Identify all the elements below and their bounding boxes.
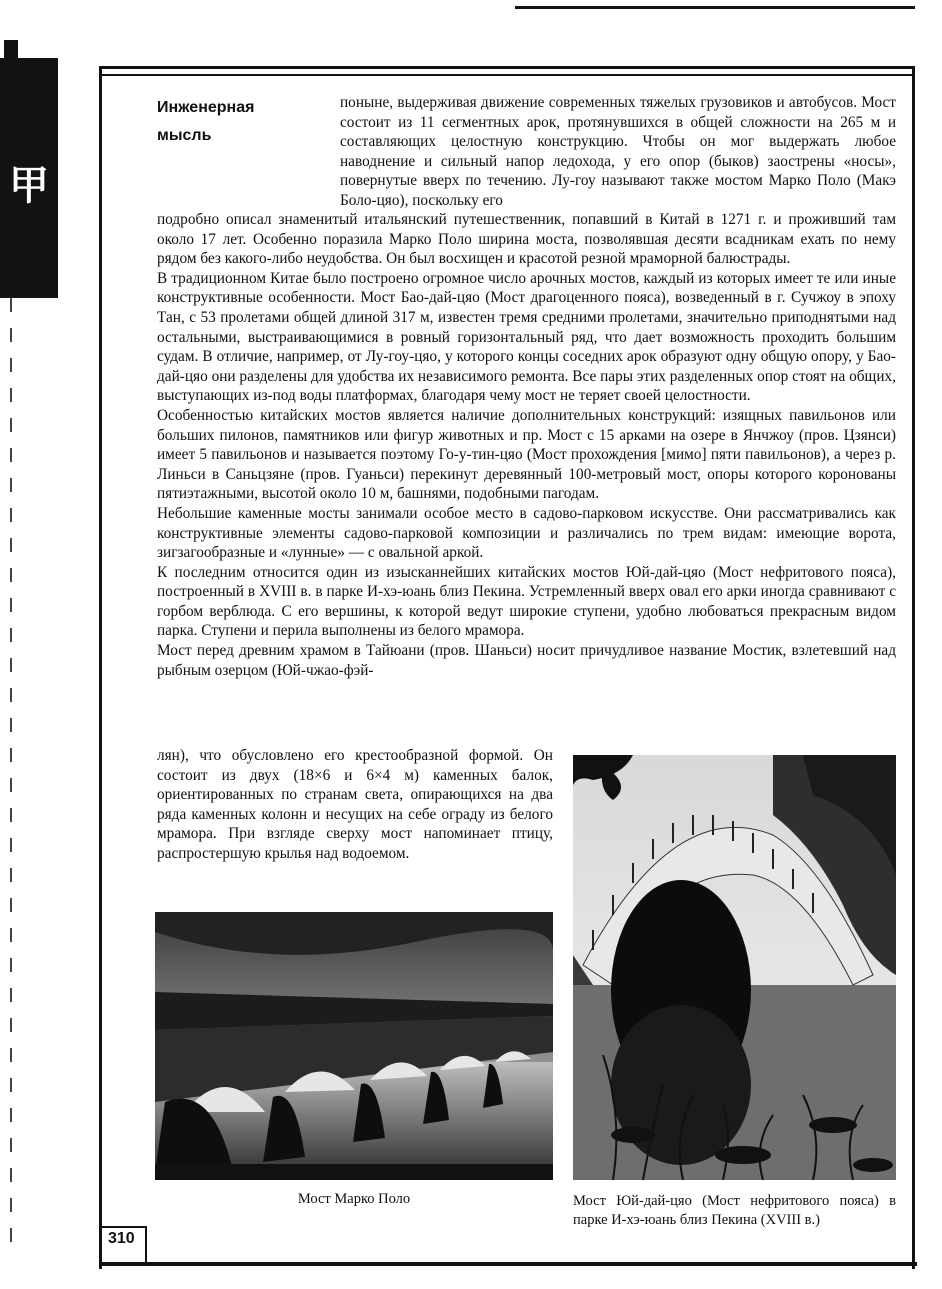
side-glyph: 甲: [9, 162, 49, 209]
paragraph: Небольшие каменные мосты занимали особое место в садово-парковом искусстве. Они рассматривались как конструктивные элементы садово-парковой композиции и различались по трем видам: имеющие ворота, зигзагообразные и «лунные» — с овальной аркой.: [157, 504, 896, 562]
paragraph: Мост перед древним храмом в Тайюани (пров. Шаньси) носит причудливое название Мостик, взлетевший над рыбным озерцом (Юй-чжао-фэй-: [157, 642, 896, 679]
section-label-line-1: Инженерная: [157, 99, 255, 116]
paragraph: В традиционном Китае было построено огромное число арочных мостов, каждый из которых имеет те или иные конструктивные особенности. Мост Бао-дай-цяо (Мост драгоценного пояса), возведенный в г. Сучжоу в эпоху Тан, с 53 пролетами общей длиной 317 м, известен тремя средними пролетами, значительно приподнятыми над остальными, выстраивающимися в ровный горизонтальный ряд, что дает возможность проходить большим судам. В отличие, например, от Лу-гоу-цяо, у которого концы соседних арок образуют одну общую опору, у Бао-дай-цяо они разделены для удобства их независимого ремонта. Все пары этих разделенных опор стоят на общих, выступающих из-под воды платформах, благодаря чему мост не теряет своей целостности.: [157, 269, 896, 405]
photo-marco-polo-bridge: [155, 912, 553, 1180]
caption-right: Мост Юй-дай-цяо (Мост нефритового пояса) в парке И-хэ-юань близ Пекина (XVIII в.): [573, 1193, 896, 1228]
paragraph: Особенностью китайских мостов является наличие дополнительных конструкций: изящных павильонов или больших пилонов, памятников или фигур животных и пр. Мост с 15 арками на озере в Янчжоу (пров. Цзянси) имеет 5 павильонов и называется поэтому Го-у-тин-цяо (Мост прохождения [мимо] пяти павильонов), а через р. Линьси в Саньцзяне (пров. Гуаньси) перекинут деревянный 100-метровый мост, опоры которого коронованы пятиэтажными, высотой около 10 м, башнями, подобными пагодам.: [157, 406, 896, 503]
section-label: [157, 94, 307, 150]
intro-paragraph: поныне, выдерживая движение современных тяжелых грузовиков и автобусов. Мост состоит из 11 сегментных арок, протянувшихся в общей сложности на 265 м и составляющих целостную конструкцию. Чтобы он мог выдержать любое наводнение и сильный напор ледохода, у его опор (быков) заострены «носы», повернутые вверх по течению. Лу-гоу называют также мостом Марко Поло (Макэ Боло-цяо), поскольку его: [340, 94, 896, 209]
body-text: [157, 210, 896, 680]
side-tab: [0, 58, 58, 298]
bottom-rule: [99, 1262, 917, 1266]
page-number: 310: [108, 1230, 135, 1247]
caption-left: Мост Марко Поло: [297, 1191, 411, 1207]
paragraph-continued: подробно описал знаменитый итальянский путешественник, попавший в Китай в 1271 г. и проживший там около 17 лет. Особенно поразила Марко Поло ширина моста, позволявшая десяти всадникам ехать по нему рядом без какого-либо неудобства. Он был восхищен и красотой резной мраморной балюстрады.: [157, 211, 896, 268]
side-dashed-line: [10, 298, 12, 1258]
side-strip: [0, 20, 58, 1280]
top-rule: [515, 6, 915, 9]
section-label-line-2: мысль: [157, 127, 212, 144]
paragraph: К последним относится один из изысканнейших китайских мостов Юй-дай-цяо (Мост нефритового пояса), построенный в XVIII в. в парке И-хэ-юань близ Пекина. Устремленный вверх овал его арки иногда сравнивают с горбом верблюда. С его вершины, к которой ведут широкие ступени, удобно любоваться прекрасным видом парка. Ступени и перила выполнены из белого мрамора.: [157, 563, 896, 640]
wrapped-paragraph: лян), что обусловлено его крестообразной формой. Он состоит из двух (18×6 и 6×4 м) каменных балок, ориентированных по странам света, опирающихся на два ряда каменных колонн и несущих на себе ограду из белого мрамора. При взгляде сверху мост напоминает птицу, распростершую крылья над водоемом.: [157, 747, 553, 862]
frame-inner-rule: [99, 74, 915, 76]
photo-jade-belt-bridge: [573, 755, 896, 1180]
